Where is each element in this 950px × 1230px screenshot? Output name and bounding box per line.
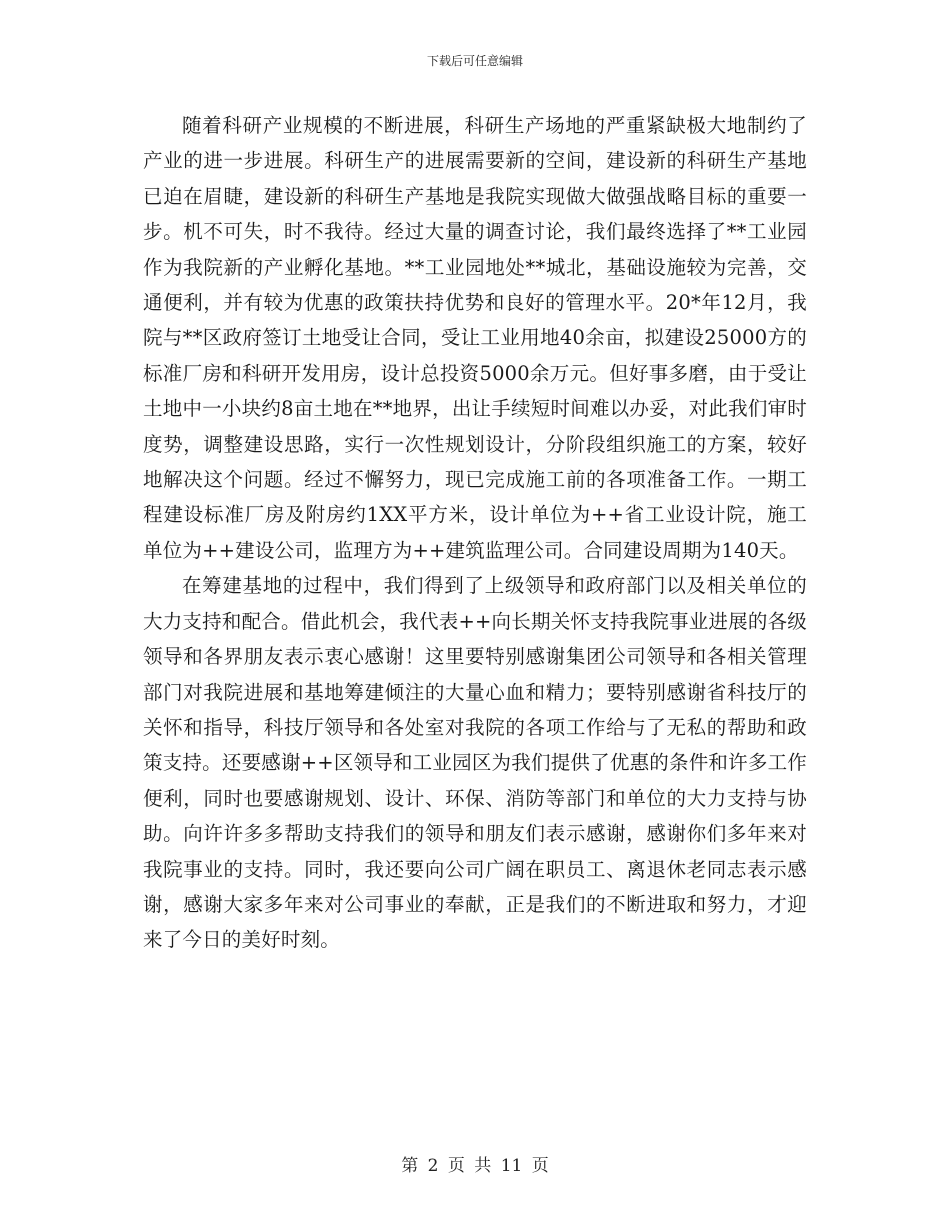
paragraph-2: 在筹建基地的过程中，我们得到了上级领导和政府部门以及相关单位的大力支持和配合。借此机会，我代表++向长期关怀支持我院事业进展的各级领导和各界朋友表示衷心感谢！这里要特别感谢集团公司领导和各相关管理部门对我院进展和基地筹建倾注的大量心血和精力；要特别感谢省科技厅的关怀和指导，科技厅领导和各处室对我院的各项工作给与了无私的帮助和政策支持。还要感谢++区领导和工业园区为我们提供了优惠的条件和许多工作便利，同时也要感谢规划、设计、环保、消防等部门和单位的大力支持与协助。向许许多多帮助支持我们的领导和朋友们表示感谢，感谢你们多年来对我院事业的支持。同时，我还要向公司广阔在职员工、离退休老同志表示感谢，感谢大家多年来对公司事业的奉献，正是我们的不断进取和努力，才迎来了今日的美好时刻。: [143, 574, 807, 952]
document-body: [143, 108, 807, 958]
page-header-note: 下载后可任意编辑: [426, 54, 523, 68]
paragraph-1: 随着科研产业规模的不断进展，科研生产场地的严重紧缺极大地制约了产业的进一步进展。科研生产的进展需要新的空间，建设新的科研生产基地已迫在眉睫，建设新的科研生产基地是我院实现做大做强战略目标的重要一步。机不可失，时不我待。经过大量的调查讨论，我们最终选择了**工业园作为我院新的产业孵化基地。**工业园地处**城北，基础设施较为完善，交通便利，并有较为优惠的政策扶持优势和良好的管理水平。20*年12月，我院与**区政府签订土地受让合同，受让工业用地40余亩，拟建设25000方的标准厂房和科研开发用房，设计总投资5000余万元。但好事多磨，由于受让土地中一小块约8亩土地在**地界，出让手续短时间难以办妥，对此我们审时度势，调整建设思路，实行一次性规划设计，分阶段组织施工的方案，较好地解决这个问题。经过不懈努力，现已完成施工前的各项准备工作。一期工程建设标准厂房及附房约1XX平方米，设计单位为++省工业设计院，施工单位为++建设公司，监理方为++建筑监理公司。合同建设周期为140天。: [143, 114, 807, 562]
page-number: 第 2 页 共 11 页: [401, 1156, 549, 1176]
